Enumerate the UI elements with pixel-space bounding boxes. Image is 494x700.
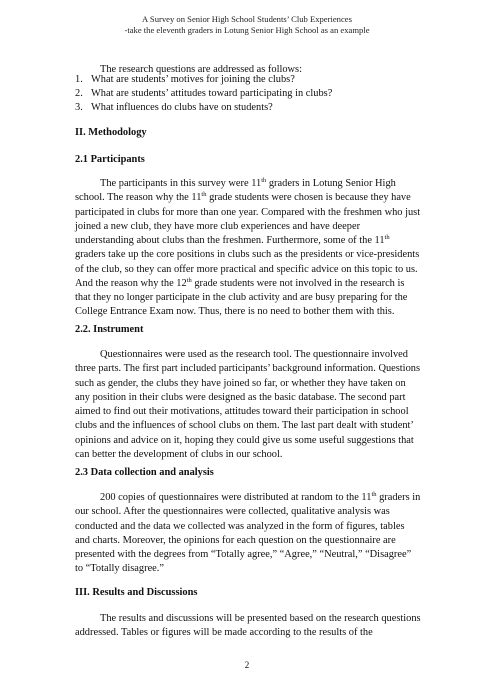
section-heading-methodology: II. Methodology [75, 127, 147, 138]
section-heading-results: III. Results and Discussions [75, 587, 198, 598]
header-subtitle: -take the eleventh graders in Lotung Senior High School as an example [124, 24, 370, 35]
text-run: The participants in this survey were 11 [100, 178, 262, 189]
text-run: 200 copies of questionnaires were distributed at random to the 11 [100, 492, 372, 503]
text-run: graders in Lotung Senior High school. The reason why the 11 [75, 178, 396, 204]
subsection-heading-data-collection: 2.3 Data collection and analysis [75, 467, 214, 478]
list-item [75, 73, 421, 87]
list-text: What are students’ motives for joining the clubs? [91, 74, 295, 85]
list-number: 3. [75, 102, 83, 114]
superscript: th [186, 276, 192, 284]
text-run: grade students were not involved in the research is that they no longer participate in the club activity and are busy preparing for the College Entrance Exam now. Thus, there is no need to bother them with this. [75, 277, 408, 318]
list-text: What are students’ attitudes toward participating in clubs? [91, 88, 333, 100]
subsection-heading-instrument: 2.2. Instrument [75, 324, 144, 335]
results-paragraph: The results and discussions will be presented based on the research questions addressed. Tables or figures will be made according to the results of the [75, 613, 421, 639]
text-run: graders in our school. After the questionnaires were collected, qualitative analysis was conducted and the data we collected was analyzed in the form of figures, tables and charts. Moreover, the opinions for each question on the questionnaire are presented with the degrees from “Totally agree,” “Agree,” “Neutral,” “Disagree” to “Totally disagree.” [75, 492, 421, 575]
instrument-paragraph: Questionnaires were used as the research tool. The questionnaire involved three parts. The first part included participants’ background information. Questions such as gender, the clubs they have joined so far, or whether they have taken on any position in their clubs were designed as the basic database. The second part aimed to find out their motivations, attitudes toward their participation in school clubs and the influences of school clubs on them. The last part dealt with student’ opinions and advice on it, hoping they could give us some useful suggestions that can better the development of clubs in our school. [75, 349, 421, 460]
text-run: grade students were chosen is because they have participated in clubs for more than one year. Compared with the freshmen who just joined a new club, they have more club experiences and have deeper understanding about clubs than the freshmen. Furthermore, some of the 11 [75, 192, 421, 246]
list-item [75, 87, 421, 101]
superscript: th [371, 491, 377, 498]
research-questions-list [75, 73, 421, 116]
page-number: 2 [244, 660, 250, 670]
header-title: A Survey on Senior High School Students’ Club Experiences [142, 14, 352, 24]
superscript: th [201, 191, 207, 199]
running-header [0, 14, 494, 35]
research-questions-intro: The research questions are addressed as follows: [100, 64, 302, 75]
superscript: th [261, 177, 267, 184]
list-number: 2. [75, 88, 83, 100]
data-collection-paragraph [75, 491, 421, 577]
list-text: What influences do clubs have on students? [91, 102, 273, 114]
participants-paragraph [75, 177, 421, 320]
subsection-heading-participants: 2.1 Participants [75, 154, 145, 165]
text-run: graders take up the core positions in clubs such as the presidents or vice-presidents of the club, so they can offer more practical and specific advice on this topic to us. And the reason why the 12 [75, 249, 420, 289]
list-item [75, 101, 421, 115]
superscript: th [384, 234, 390, 241]
list-number: 1. [75, 74, 83, 85]
